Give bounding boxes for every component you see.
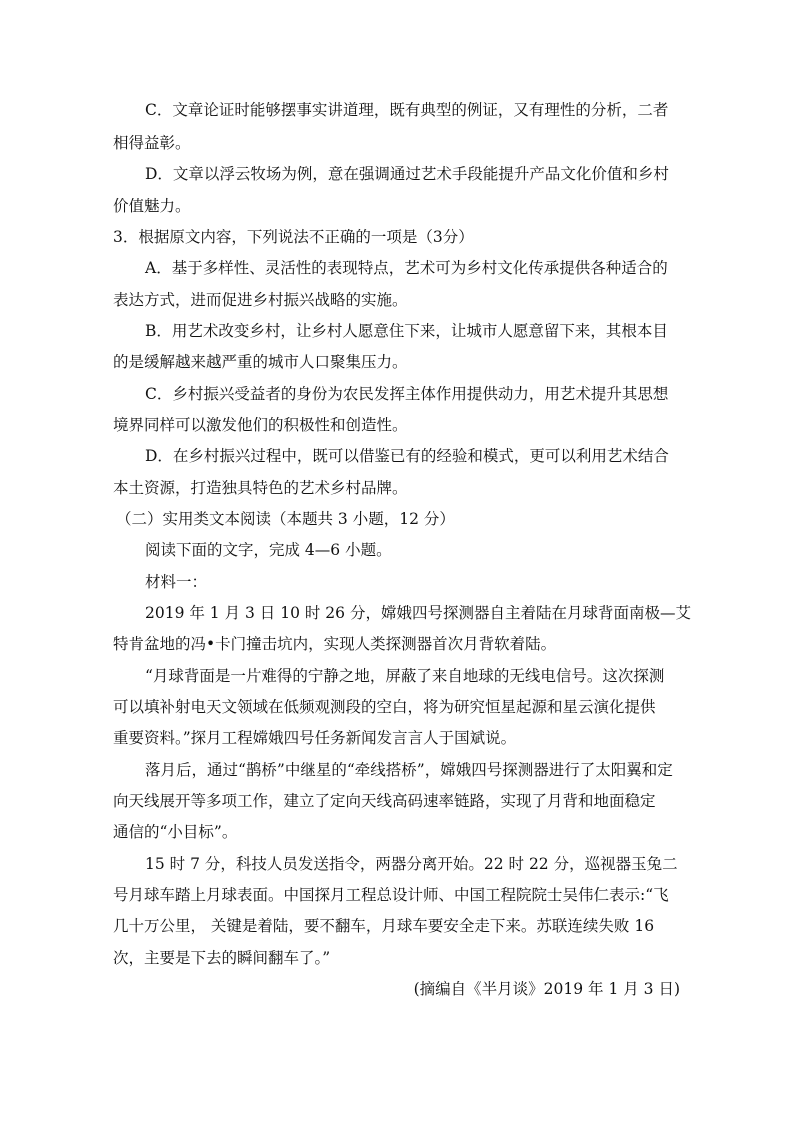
paragraph-line: 特肯盆地的冯•卡门撞击坑内，实现人类探测器首次月背软着陆。 [113,635,557,653]
paragraph-line: “月球背面是一片难得的宁静之地，屏蔽了来自地球的无线电信号。这次探测 [145,667,665,685]
q3-option-d-line-2: 本土资源，打造独具特色的艺术乡村品牌。 [113,479,408,497]
paragraph-line: 次，主要是下去的瞬间翻车了。” [113,949,331,967]
instruction: 阅读下面的文字，完成 4—6 小题。 [145,541,392,559]
option-d-line-2: 价值魅力。 [113,197,191,215]
paragraph-line: 号月球车踏上月球表面。中国探月工程总设计师、中国工程院院士吴伟仁表示:“飞 [113,886,669,904]
paragraph-line: 可以填补射电天文领域在低频观测段的空白，将为研究恒星起源和星云演化提供 [113,698,656,716]
paragraph-line: 通信的“小目标”。 [113,823,238,841]
q3-option-c-line-2: 境界同样可以激发他们的积极性和创造性。 [113,416,408,434]
q3-option-a-line-2: 表达方式，进而促进乡村振兴战略的实施。 [113,291,408,309]
paragraph-line: 向天线展开等多项工作，建立了定向天线高码速率链路，实现了月背和地面稳定 [113,792,656,810]
paragraph-line: 重要资料。”探月工程嫦娥四号任务新闻发言言人于国斌说。 [113,729,517,747]
paragraph-line: 15 时 7 分，科技人员发送指令，两器分离开始。22 时 22 分，巡视器玉兔二 [145,855,678,873]
question-3-stem: 3．根据原文内容，下列说法不正确的一项是（3分） [113,228,474,246]
paragraph-line: 几十万公里， 关键是着陆，要不翻车，月球车要安全走下来。苏联连续失败 16 [113,917,655,935]
option-c-line-2: 相得益彰。 [113,134,191,152]
source-citation: (摘编自《半月谈》2019 年 1 月 3 日) [413,980,680,998]
q3-option-a-line-1: A．基于多样性、灵活性的表现特点，艺术可为乡村文化传承提供各种适合的 [145,259,668,277]
option-c-line-1: C．文章论证时能够摆事实讲道理，既有典型的例证，又有理性的分析，二者 [145,101,669,119]
q3-option-c-line-1: C．乡村振兴受益者的身份为农民发挥主体作用提供动力，用艺术提升其思想 [145,385,669,403]
section-heading: （二）实用类文本阅读（本题共 3 小题，12 分） [116,510,455,528]
material-label: 材料一： [145,573,208,591]
q3-option-b-line-1: B．用艺术改变乡村，让乡村人愿意住下来，让城市人愿意留下来，其根本目 [145,322,668,340]
q3-option-b-line-2: 的是缓解越来越严重的城市人口聚集压力。 [113,353,408,371]
paragraph-line: 落月后，通过“鹊桥”中继星的“牵线搭桥”，嫦娥四号探测器进行了太阳翼和定 [145,761,673,779]
option-d-line-1: D．文章以浮云牧场为例，意在强调通过艺术手段能提升产品文化价值和乡村 [145,165,669,183]
q3-option-d-line-1: D．在乡村振兴过程中，既可以借鉴已有的经验和模式，更可以利用艺术结合 [145,447,669,465]
paragraph-line: 2019 年 1 月 3 日 10 时 26 分，嫦娥四号探测器自主着陆在月球背面南极—艾 [145,604,691,622]
